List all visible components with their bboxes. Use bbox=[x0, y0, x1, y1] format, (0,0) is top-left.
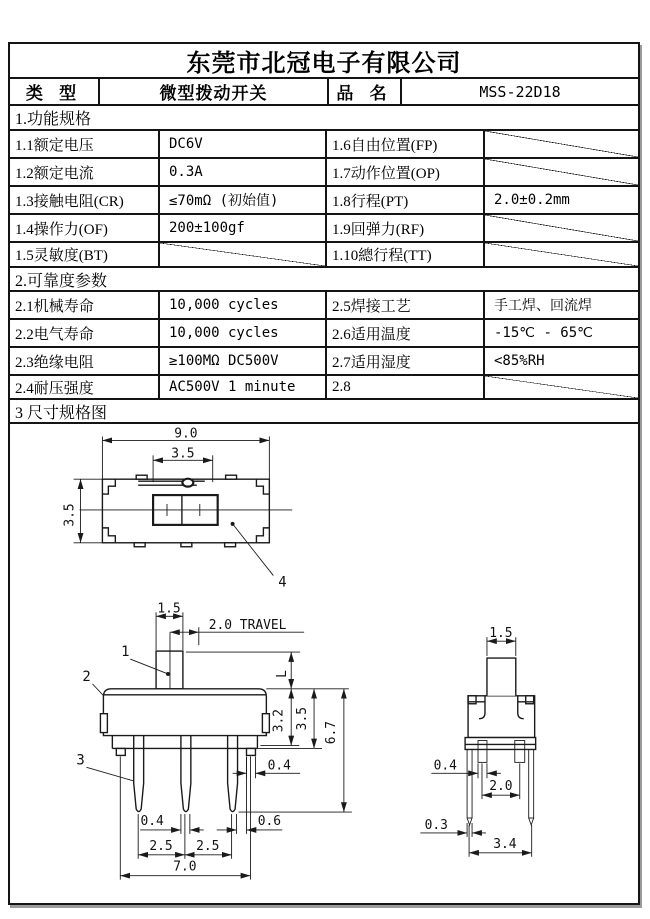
spec-label: 2.2电气寿命 bbox=[10, 320, 160, 346]
side-stub-pitch-dim: 2.0 bbox=[489, 779, 513, 795]
switch-body bbox=[103, 689, 266, 736]
spec-value: 10,000 cycles bbox=[160, 292, 327, 318]
spec-value: ≤70mΩ (初始值) bbox=[160, 187, 327, 213]
spec-label: 2.7适用湿度 bbox=[327, 348, 485, 374]
spec-label: 1.5灵敏度(BT) bbox=[10, 243, 160, 266]
part4-label: 4 bbox=[278, 574, 287, 591]
spec-label: 2.5焊接工艺 bbox=[327, 292, 485, 318]
spec-value-na bbox=[485, 131, 638, 157]
table-row bbox=[10, 292, 638, 320]
spec-value: AC500V 1 minute bbox=[160, 376, 327, 398]
front-view bbox=[76, 601, 351, 879]
dimension-drawing-area bbox=[10, 424, 638, 907]
pin-2 bbox=[181, 736, 191, 812]
spec-label: 1.6自由位置(FP) bbox=[327, 131, 485, 157]
product-value: MSS-22D18 bbox=[479, 82, 561, 101]
spec-value-na bbox=[160, 243, 327, 266]
title-row bbox=[10, 44, 638, 79]
front-travel-dim: 2.0 TRAVEL bbox=[208, 618, 287, 634]
actuator-tip bbox=[182, 479, 193, 487]
spec-label: 2.1机械寿命 bbox=[10, 292, 160, 318]
table-row bbox=[10, 320, 638, 348]
dimension-drawing bbox=[10, 424, 638, 905]
front-foot-width-dim: 0.4 bbox=[267, 758, 291, 774]
spec-value-na bbox=[485, 159, 638, 185]
front-pitch-dim-b: 2.5 bbox=[196, 838, 220, 854]
table-row bbox=[10, 376, 638, 400]
front-pin-gap-dim: 0.6 bbox=[257, 813, 282, 829]
spec-value: -15℃ - 65℃ bbox=[494, 325, 593, 341]
front-pitch-dim-a: 2.5 bbox=[149, 838, 173, 854]
knob bbox=[156, 651, 183, 689]
spec-label: 2.3绝缘电阻 bbox=[10, 348, 160, 374]
spec-value-na bbox=[485, 376, 638, 398]
spec-value-na bbox=[485, 243, 638, 266]
front-pin-width-dim: 0.4 bbox=[140, 813, 164, 829]
front-knob-height-dim: L bbox=[275, 670, 291, 678]
top-height-dim: 3.5 bbox=[62, 503, 78, 527]
product-label: 品 名 bbox=[329, 79, 402, 104]
table-row bbox=[10, 131, 638, 159]
front-body-height-dim: 3.2 bbox=[271, 708, 287, 733]
spec-label: 2.6适用温度 bbox=[327, 320, 485, 346]
spec-label: 1.7动作位置(OP) bbox=[327, 159, 485, 185]
spec-value: <85%RH bbox=[494, 353, 545, 369]
table-row bbox=[10, 348, 638, 376]
part2-label: 2 bbox=[82, 668, 91, 685]
section1-title: 1.功能规格 bbox=[10, 106, 638, 131]
top-width-dim: 9.0 bbox=[174, 426, 198, 442]
spec-label: 1.9回弹力(RF) bbox=[327, 215, 485, 241]
spec-label: 1.2额定电流 bbox=[10, 159, 160, 185]
table-row bbox=[10, 159, 638, 187]
type-label: 类 型 bbox=[10, 79, 100, 104]
spec-value-na bbox=[485, 215, 638, 241]
spec-value: 200±100gf bbox=[160, 215, 327, 241]
spec-value: DC6V bbox=[160, 131, 327, 157]
spec-value: ≥100MΩ DC500V bbox=[160, 348, 327, 374]
part3-label: 3 bbox=[76, 752, 85, 769]
type-value: 微型拨动开关 bbox=[100, 79, 329, 104]
part1-label: 1 bbox=[121, 644, 130, 661]
top-view bbox=[63, 426, 293, 590]
datasheet-frame bbox=[8, 42, 640, 905]
spec-label: 2.8 bbox=[327, 376, 485, 398]
type-row bbox=[10, 79, 638, 106]
spec-value: 10,000 cycles bbox=[160, 320, 327, 346]
spec-label: 1.4操作力(OF) bbox=[10, 215, 160, 241]
spec-value: 0.3A bbox=[160, 159, 327, 185]
table-row bbox=[10, 243, 638, 268]
side-overall-width-dim: 3.4 bbox=[493, 836, 517, 852]
spec-label: 1.8行程(PT) bbox=[327, 187, 485, 213]
pin-1 bbox=[134, 736, 144, 812]
table-row bbox=[10, 215, 638, 243]
spec-value: 2.0±0.2mm bbox=[494, 192, 570, 208]
side-leg-width-dim: 0.3 bbox=[424, 817, 448, 833]
side-knob bbox=[487, 658, 516, 696]
section3-title: 3 尺寸规格图 bbox=[10, 400, 638, 424]
spec-label: 1.1额定电压 bbox=[10, 131, 160, 157]
company-name: 东莞市北冠电子有限公司 bbox=[186, 51, 462, 77]
section2-title: 2.可靠度参数 bbox=[10, 268, 638, 292]
spec-label: 1.3接触电阻(CR) bbox=[10, 187, 160, 213]
table-row bbox=[10, 187, 638, 215]
spec-value: 手工焊、回流焊 bbox=[494, 298, 592, 314]
front-total-height-dim: 6.7 bbox=[323, 720, 339, 745]
side-stub-width-dim: 0.4 bbox=[433, 758, 457, 774]
front-overall-width-dim: 7.0 bbox=[173, 859, 197, 875]
top-slot-dim: 3.5 bbox=[171, 446, 195, 462]
side-view bbox=[420, 626, 535, 857]
front-knob-width-dim: 1.5 bbox=[157, 601, 181, 617]
spec-label: 1.10總行程(TT) bbox=[327, 243, 485, 266]
spec-label: 2.4耐压强度 bbox=[10, 376, 160, 398]
front-base-height-dim: 3.5 bbox=[295, 706, 311, 731]
side-knob-width-dim: 1.5 bbox=[489, 626, 513, 642]
